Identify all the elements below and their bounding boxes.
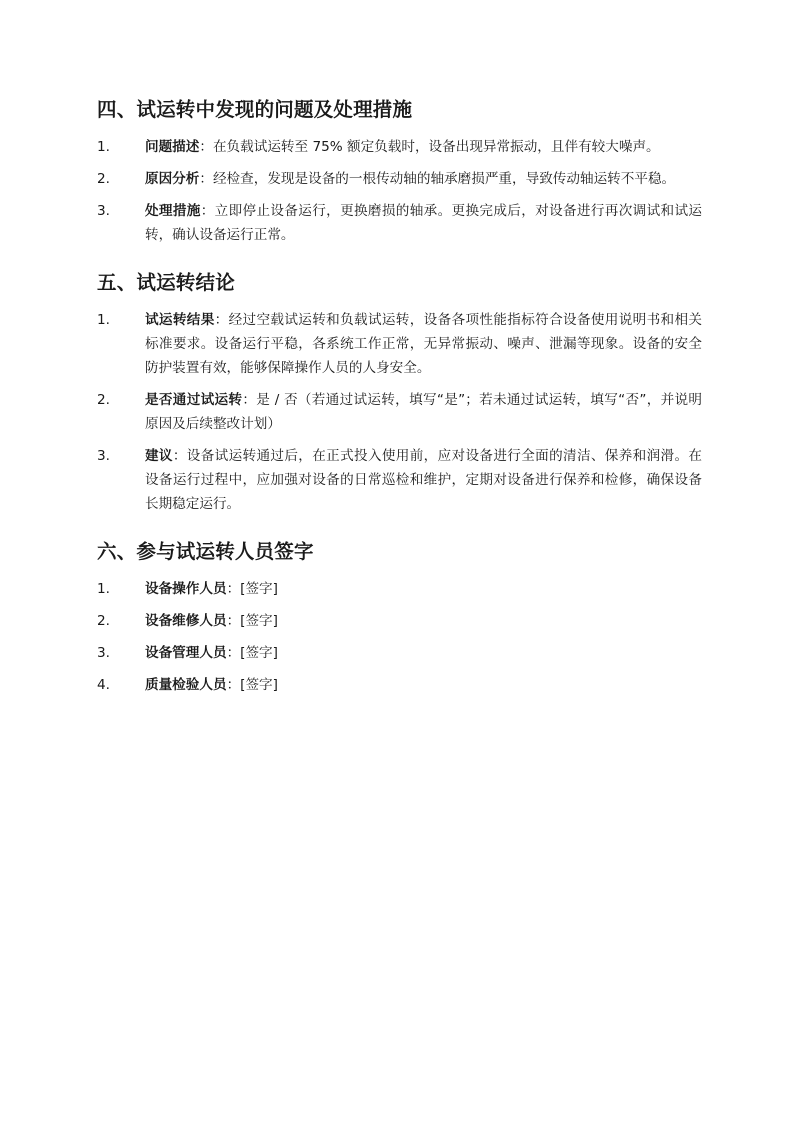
item-text: ：立即停止设备运行，更换磨损的轴承。更换完成后，对设备进行再次调试和试运转，确认设备运行正常。 <box>145 203 702 243</box>
item-content <box>145 444 702 516</box>
list-item <box>97 388 702 436</box>
item-content <box>145 641 702 665</box>
item-content <box>145 135 702 159</box>
item-text: ：是 / 否（若通过试运转，填写“是”；若未通过试运转，填写“否”，并说明原因及后续整改计划） <box>145 392 703 432</box>
item-number: 1. <box>97 312 110 328</box>
item-text: ：[签字] <box>226 581 278 597</box>
section-title: 五、试运转结论 <box>97 271 235 294</box>
item-text: ：[签字] <box>226 677 278 693</box>
numbered-list <box>97 577 702 697</box>
item-content <box>145 308 702 380</box>
item-text: ：[签字] <box>226 613 278 629</box>
item-number: 3. <box>97 448 110 464</box>
list-item <box>97 444 702 516</box>
numbered-list <box>97 308 702 516</box>
section-issues <box>97 96 702 247</box>
list-item <box>97 609 702 633</box>
numbered-list <box>97 135 702 247</box>
item-content <box>145 673 702 697</box>
item-label: 试运转结果 <box>145 312 215 328</box>
list-item <box>97 577 702 601</box>
item-content <box>145 609 702 633</box>
item-content <box>145 388 702 436</box>
item-label: 原因分析 <box>145 171 200 187</box>
item-number: 4. <box>97 677 110 693</box>
list-item <box>97 641 702 665</box>
item-label: 建议 <box>145 448 173 464</box>
list-item <box>97 308 702 380</box>
item-text: ：在负载试运转至 75% 额定负载时，设备出现异常振动，且伴有较大噪声。 <box>199 139 660 155</box>
item-number: 2. <box>97 392 110 408</box>
section-conclusion <box>97 269 702 516</box>
item-text: ：[签字] <box>226 645 278 661</box>
item-content <box>145 167 702 191</box>
item-content <box>145 199 702 247</box>
item-number: 2. <box>97 613 110 629</box>
item-label: 处理措施 <box>145 203 201 219</box>
item-label: 设备管理人员 <box>145 645 227 661</box>
item-label: 是否通过试运转 <box>145 392 243 408</box>
item-number: 2. <box>97 171 110 187</box>
item-text: ：经检查，发现是设备的一根传动轴的轴承磨损严重，导致传动轴运转不平稳。 <box>199 171 676 187</box>
item-label: 设备维修人员 <box>145 613 227 629</box>
section-title: 六、参与试运转人员签字 <box>97 540 314 563</box>
item-number: 1. <box>97 581 110 597</box>
list-item <box>97 135 702 159</box>
item-number: 3. <box>97 203 110 219</box>
item-number: 3. <box>97 645 110 661</box>
list-item <box>97 199 702 247</box>
item-text: ：设备试运转通过后，在正式投入使用前，应对设备进行全面的清洁、保养和润滑。在设备运行过程中，应加强对设备的日常巡检和维护，定期对设备进行保养和检修，确保设备长期稳定运行。 <box>145 448 703 512</box>
list-item <box>97 167 702 191</box>
item-number: 1. <box>97 139 110 155</box>
document-page <box>97 96 702 719</box>
item-label: 设备操作人员 <box>145 581 227 597</box>
section-signatures <box>97 538 702 697</box>
item-label: 质量检验人员 <box>145 677 227 693</box>
item-text: ：经过空载试运转和负载试运转，设备各项性能指标符合设备使用说明书和相关标准要求。设备运行平稳，各系统工作正常，无异常振动、噪声、泄漏等现象。设备的安全防护装置有效，能够保障操作人员的人身安全。 <box>145 312 703 376</box>
section-title: 四、试运转中发现的问题及处理措施 <box>97 98 413 121</box>
item-content <box>145 577 702 601</box>
item-label: 问题描述 <box>145 139 200 155</box>
list-item <box>97 673 702 697</box>
